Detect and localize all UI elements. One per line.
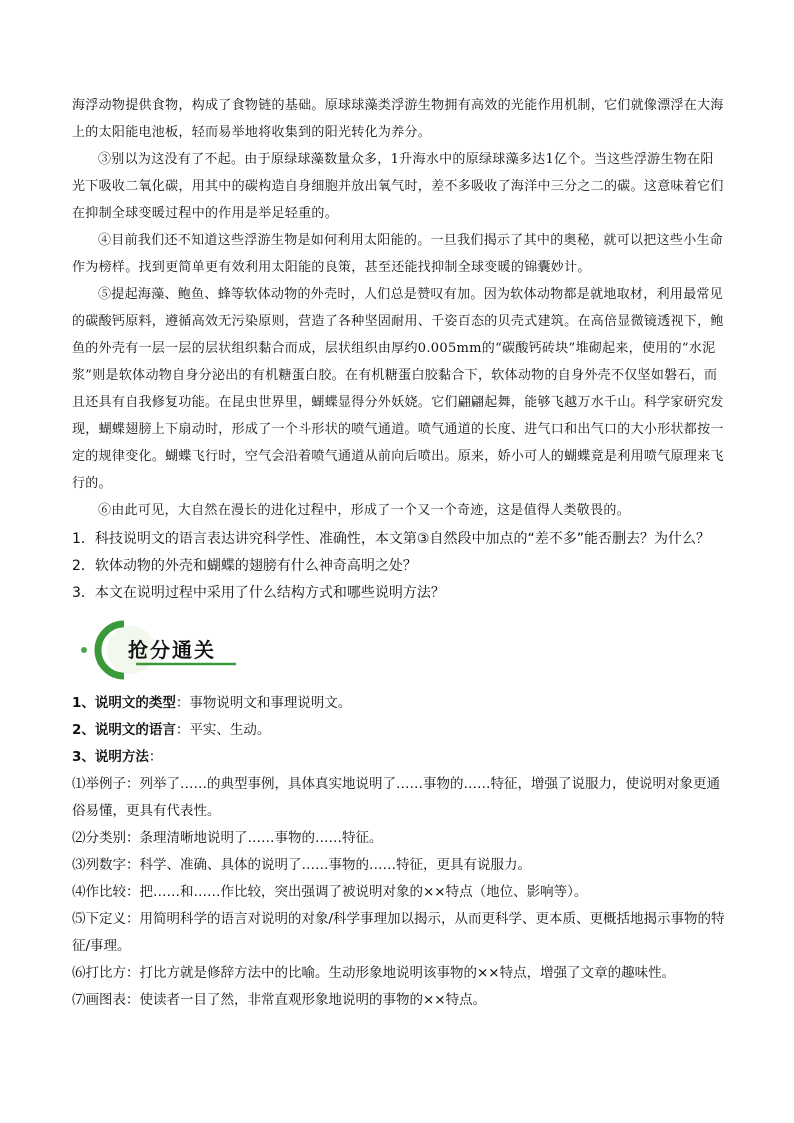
tip-language-label: 2、说明文的语言: [72, 722, 176, 738]
tip-type: [72, 690, 732, 717]
method-metaphor: ⑹打比方：打比方就是修辞方法中的比喻。生动形象地说明该事物的××特点，增强了文章的趣味性。: [72, 965, 676, 981]
question-1: 1．科技说明文的语言表达讲究科学性、准确性，本文第③自然段中加点的“差不多”能否删去？为什么？: [72, 531, 710, 547]
method-classify: ⑵分类别：条理清晰地说明了……事物的……特征。: [72, 830, 383, 846]
method-compare: ⑷作比较：把……和……作比较，突出强调了被说明对象的××特点（地位、影响等）。: [72, 884, 588, 900]
tip-methods: [72, 744, 732, 771]
paragraph-2-continued: 海浮动物提供食物，构成了食物链的基础。原球球藻类浮游生物拥有高效的光能作用机制，它们就像漂浮在大海上的太阳能电池板，轻而易举地将收集到的阳光转化为养分。: [72, 98, 724, 140]
method-numbers: ⑶列数字：科学、准确、具体的说明了……事物的……特征，更具有说服力。: [72, 857, 531, 873]
method-define: ⑸下定义：用简明科学的语言对说明的对象/科学事理加以揭示，从而更科学、更本质、更概括地揭示事物的特征/事理。: [72, 911, 725, 954]
tip-type-label: 1、说明文的类型: [72, 695, 176, 711]
tip-methods-text: ：: [148, 749, 163, 765]
paragraph-4: ④目前我们还不知道这些浮游生物是如何利用太阳能的。一旦我们揭示了其中的奥秘，就可以把这些小生命作为榜样。找到更简单更有效利用太阳能的良策，甚至还能找抑制全球变暖的锦囊妙计。: [72, 233, 724, 275]
paragraph-3: ③别以为这没有了不起。由于原绿球藻数量众多，1升海水中的原绿球藻多达1亿个。当这些浮游生物在阳光下吸收二氧化碳，用其中的碳构造自身细胞并放出氧气时，差不多吸收了海洋中三分之二的碳。这意味着它们在抑制全球变暖过程中的作用是举足轻重的。: [72, 152, 724, 221]
question-3: 3．本文在说明过程中采用了什么结构方式和哪些说明方法？: [72, 585, 445, 601]
section-title: 抢分通关: [128, 638, 216, 662]
tip-language-text: ：平实、生动。: [175, 722, 271, 738]
tip-type-text: ：事物说明文和事理说明文。: [175, 695, 352, 711]
tip-methods-label: 3、说明方法: [72, 749, 149, 765]
method-chart: ⑺画图表：使读者一目了然，非常直观形象地说明的事物的××特点。: [72, 992, 487, 1008]
banner-dot-icon: [81, 647, 87, 653]
paragraph-5: ⑤提起海藻、鲍鱼、蜂等软体动物的外壳时，人们总是赞叹有加。因为软体动物都是就地取材，利用最常见的碳酸钙原料，遵循高效无污染原则，营造了各种坚固耐用、千姿百态的贝壳式建筑。在高倍显微镜透视下，鲍鱼的外壳有一层一层的层状组织黏合而成，层状组织由厚约0.005mm的“碳酸钙砖块”堆砌起来，使用的“水泥浆”则是软体动物自身分泌出的有机糖蛋白胶。在有机糖蛋白胶黏合下，软体动物的自身外壳不仅坚如磐石，而且还具有自我修复功能。在昆虫世界里，蝴蝶显得分外妖娆。它们翩翩起舞，能够飞越万水千山。科学家研究发现，蝴蝶翅膀上下扇动时，形成了一个斗形状的喷气通道。喷气通道的长度、进气口和出气口的大小形状都按一定的规律变化。蝴蝶飞行时，空气会沿着喷气通道从前向后喷出。原来，娇小可人的蝴蝶竟是利用喷气原理来飞行的。: [72, 287, 724, 491]
paragraph-6: ⑥由此可见，大自然在漫长的进化过程中，形成了一个又一个奇迹，这是值得人类敬畏的。: [98, 503, 631, 518]
question-2: 2．软体动物的外壳和蝴蝶的翅膀有什么神奇高明之处？: [72, 558, 417, 574]
tip-language: [72, 717, 732, 744]
method-example: ⑴举例子：列举了……的典型事例，具体真实地说明了……事物的……特征，增强了说服力，使说明对象更通俗易懂，更具有代表性。: [72, 776, 720, 819]
